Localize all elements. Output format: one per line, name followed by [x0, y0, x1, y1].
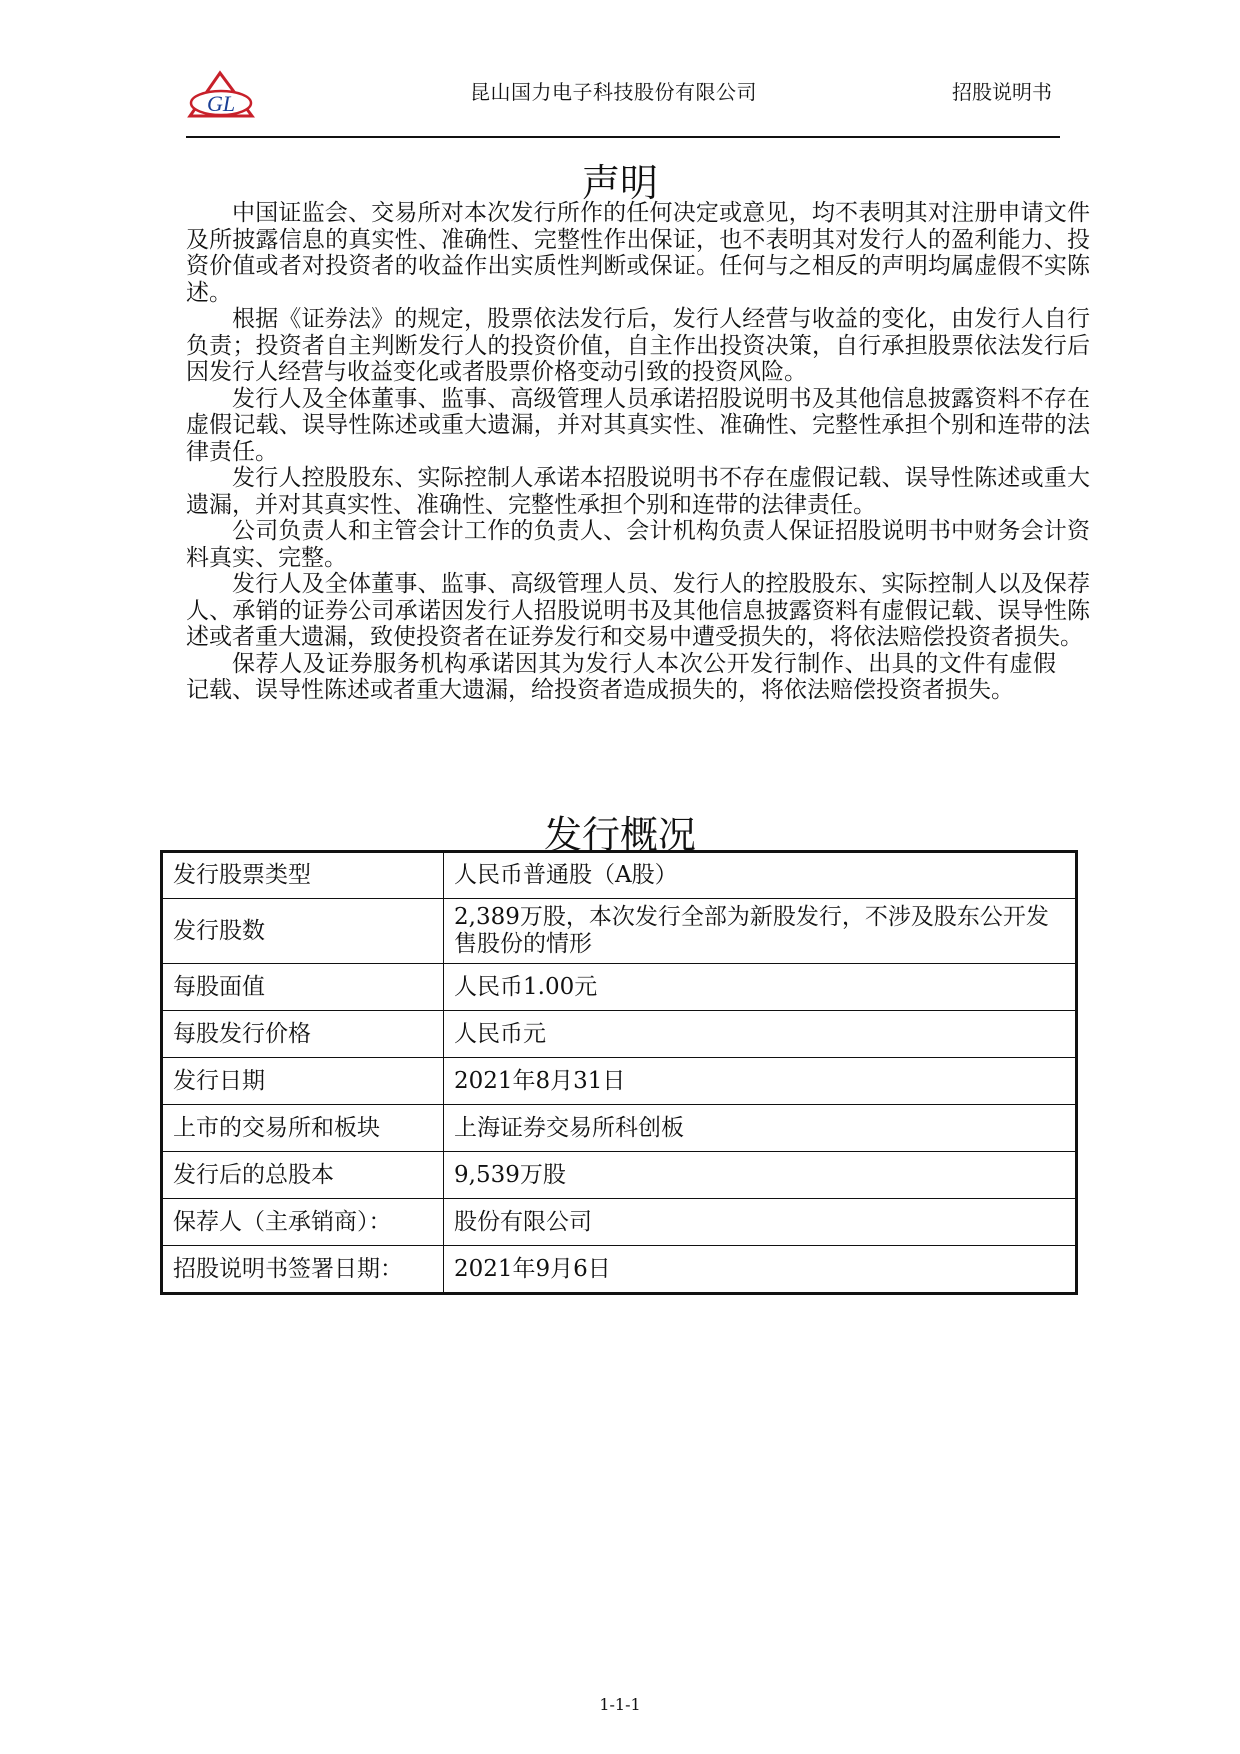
statement-body: [186, 200, 1090, 704]
row-value: 2,389万股，本次发行全部为新股发行，不涉及股东公开发售股份的情形: [444, 899, 1077, 964]
row-label: 每股发行价格: [162, 1011, 444, 1058]
row-label: 发行日期: [162, 1058, 444, 1105]
table-row: [162, 1152, 1077, 1199]
row-value: 股份有限公司: [444, 1199, 1077, 1246]
statement-paragraph: 根据《证券法》的规定，股票依法发行后，发行人经营与收益的变化，由发行人自行负责；投资者自主判断发行人的投资价值，自主作出投资决策，自行承担股票依法发行后因发行人经营与收益变化或者股票价格变动引致的投资风险。: [186, 306, 1090, 385]
page-header: [186, 70, 1060, 138]
table-row: [162, 1246, 1077, 1294]
overview-title: 发行概况: [543, 813, 696, 857]
row-label: 发行股票类型: [162, 852, 444, 899]
row-label: 发行股数: [162, 899, 444, 964]
statement-paragraph: 公司负责人和主管会计工作的负责人、会计机构负责人保证招股说明书中财务会计资料真实、完整。: [186, 518, 1090, 571]
row-label: 发行后的总股本: [162, 1152, 444, 1199]
table-row: [162, 899, 1077, 964]
logo-text: GL: [206, 91, 236, 116]
statement-paragraph: 中国证监会、交易所对本次发行所作的任何决定或意见，均不表明其对注册申请文件及所披露信息的真实性、准确性、完整性作出保证，也不表明其对发行人的盈利能力、投资价值或者对投资者的收益作出实质性判断或保证。任何与之相反的声明均属虚假不实陈述。: [186, 200, 1090, 306]
row-value: 人民币普通股（A股）: [444, 852, 1077, 899]
statement-paragraph: 发行人控股股东、实际控制人承诺本招股说明书不存在虚假记载、误导性陈述或重大遗漏，并对其真实性、准确性、完整性承担个别和连带的法律责任。: [186, 465, 1090, 518]
document-type: 招股说明书: [952, 80, 1052, 104]
row-label: 每股面值: [162, 964, 444, 1011]
table-row: [162, 852, 1077, 899]
row-label: 保荐人（主承销商）：: [162, 1199, 444, 1246]
company-name: 昆山国力电子科技股份有限公司: [470, 80, 757, 104]
row-value: 2021年8月31日: [444, 1058, 1077, 1105]
row-label: 上市的交易所和板块: [162, 1105, 444, 1152]
row-value: 人民币1.00元: [444, 964, 1077, 1011]
table-row: [162, 1199, 1077, 1246]
statement-paragraph: 发行人及全体董事、监事、高级管理人员、发行人的控股股东、实际控制人以及保荐人、承销的证券公司承诺因发行人招股说明书及其他信息披露资料有虚假记载、误导性陈述或者重大遗漏，致使投资者在证券发行和交易中遭受损失的，将依法赔偿投资者损失。: [186, 571, 1090, 650]
table-row: [162, 1011, 1077, 1058]
row-value: 上海证券交易所科创板: [444, 1105, 1077, 1152]
company-logo: [186, 70, 256, 122]
page-number: 1-1-1: [599, 1695, 641, 1714]
row-value: 人民币元: [444, 1011, 1077, 1058]
row-value: 9,539万股: [444, 1152, 1077, 1199]
table-row: [162, 964, 1077, 1011]
issuance-overview-table: [160, 850, 1078, 1295]
row-value: 2021年9月6日: [444, 1246, 1077, 1294]
statement-paragraph: 保荐人及证券服务机构承诺因其为发行人本次公开发行制作、出具的文件有虚假记载、误导性陈述或者重大遗漏，给投资者造成损失的，将依法赔偿投资者损失。: [186, 650, 1056, 703]
table-row: [162, 1058, 1077, 1105]
statement-title: 声明: [581, 161, 658, 205]
row-label: 招股说明书签署日期：: [162, 1246, 444, 1294]
statement-paragraph: 发行人及全体董事、监事、高级管理人员承诺招股说明书及其他信息披露资料不存在虚假记载、误导性陈述或重大遗漏，并对其真实性、准确性、完整性承担个别和连带的法律责任。: [186, 385, 1090, 465]
table-row: [162, 1105, 1077, 1152]
